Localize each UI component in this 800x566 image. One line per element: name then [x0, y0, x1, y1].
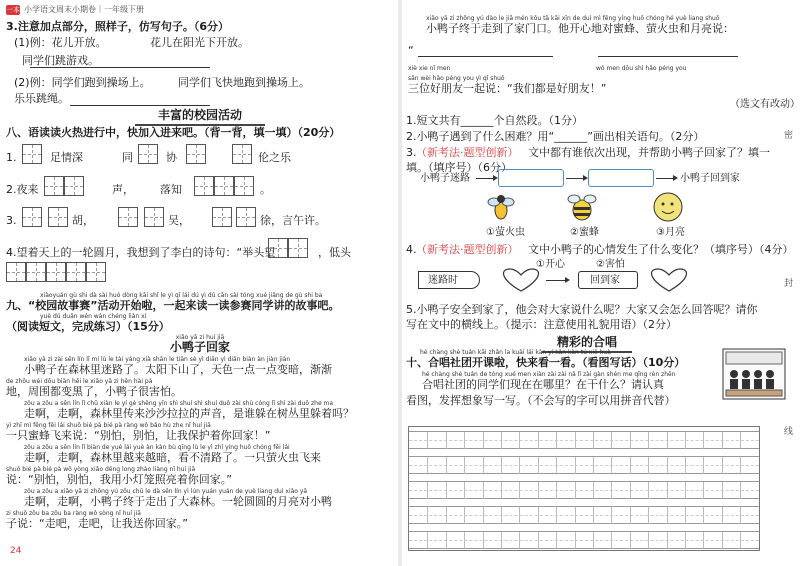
- q9-title: 九、“校园故事赛”活动开始啦，一起来读一读参赛同学讲的故事吧。: [6, 299, 340, 312]
- grid-cell[interactable]: [722, 482, 740, 499]
- grid-cell[interactable]: [446, 432, 464, 449]
- grid-cell[interactable]: [464, 532, 482, 549]
- grid-cell[interactable]: [630, 457, 648, 474]
- grid-cell[interactable]: [538, 532, 556, 549]
- p6-pinyin: shuō bié pà bié pà wǒ yòng xiǎo dēng long zhào liàng nǐ huí jiā: [6, 466, 196, 473]
- grid-cell[interactable]: [611, 482, 629, 499]
- grid-cell[interactable]: [538, 482, 556, 499]
- r-q5: 5.小鸭子安全到家了，他会对大家说什么呢？大家又会怎么回答呢？请你: [406, 303, 758, 316]
- grid-cell[interactable]: [501, 507, 519, 524]
- grid-cell[interactable]: [538, 457, 556, 474]
- grid-cell[interactable]: [593, 457, 611, 474]
- q8-l4-text: 4.望着天上的一轮圆月，我想到了李白的诗句：“举头望: [6, 246, 276, 259]
- mood-2: ②害怕: [596, 259, 625, 270]
- grid-cell[interactable]: [446, 532, 464, 549]
- grid-cell[interactable]: [667, 482, 685, 499]
- write-box[interactable]: [46, 262, 66, 282]
- story-p1: 小鸭子在森林里迷路了。太阳下山了，天色一点一点变暗，渐渐: [24, 363, 332, 376]
- option-2: ②蜜蜂: [570, 227, 599, 238]
- r-pinyin-left: xiè xie nǐ men: [408, 65, 451, 72]
- heart-icon[interactable]: [498, 267, 544, 293]
- write-box[interactable]: [144, 207, 164, 227]
- q8-l1-num: 1.: [6, 151, 17, 164]
- grid-cell[interactable]: [630, 532, 648, 549]
- grid-cell[interactable]: [519, 457, 537, 474]
- q8-l2-text: 2.夜来: [6, 183, 39, 196]
- grid-cell[interactable]: [556, 507, 574, 524]
- p7-pinyin: zǒu a zǒu a xiǎo yā zi zhōng yú zǒu chū le dà sēn lín yì lún yuán yuán de yuè liang duì xiǎo yā: [24, 488, 308, 495]
- left-page: [0, 0, 398, 566]
- q10-title: 十、合唱社团开课啦，快来看一看。（看图写话）（10分）: [406, 356, 686, 369]
- grid-row[interactable]: [409, 456, 759, 474]
- grid-cell[interactable]: [685, 482, 703, 499]
- write-box[interactable]: [64, 176, 84, 196]
- grid-cell[interactable]: [740, 507, 758, 524]
- grid-cell[interactable]: [648, 507, 666, 524]
- write-box[interactable]: [194, 176, 214, 196]
- grid-cell[interactable]: [593, 507, 611, 524]
- r-q4-text: 文中小鸭子的心情发生了什么变化？（填序号）（4分）: [528, 243, 794, 256]
- grid-row[interactable]: [409, 506, 759, 524]
- r-answer-line-2[interactable]: [598, 56, 738, 57]
- page-number: 24: [10, 546, 22, 556]
- grid-cell[interactable]: [575, 507, 593, 524]
- grid-cell[interactable]: [501, 482, 519, 499]
- grid-cell[interactable]: [501, 432, 519, 449]
- write-box[interactable]: [118, 207, 138, 227]
- mood-start: 迷路时: [428, 275, 458, 286]
- grid-cell[interactable]: [446, 457, 464, 474]
- q8-l3-text: 胡，: [72, 214, 94, 227]
- chorus-illustration-icon: [722, 348, 786, 400]
- mood-1: ①开心: [536, 259, 565, 270]
- book-title: 小学语文周末小期卷｜一年级下册: [24, 5, 144, 14]
- arrow-icon: [656, 178, 676, 179]
- grid-cell[interactable]: [483, 482, 501, 499]
- writing-grid[interactable]: [408, 426, 760, 551]
- grid-cell[interactable]: [722, 432, 740, 449]
- grid-cell[interactable]: [427, 432, 445, 449]
- write-box[interactable]: [26, 262, 46, 282]
- q10-c: 看图，发挥想象写一写。（不会写的字可以用拼音代替）: [406, 394, 676, 407]
- write-box[interactable]: [288, 238, 308, 258]
- story-p7: 走啊，走啊，小鸭子终于走出了大森林。一轮圆圆的月亮对小鸭: [24, 495, 332, 508]
- story-p8: 子说：“走吧，走吧，让我送你回家。”: [6, 517, 188, 530]
- q3-prompt-1: 同学们跳游戏。: [22, 54, 99, 67]
- q8-l3-text2: 吴，: [168, 214, 190, 227]
- write-box[interactable]: [138, 144, 158, 164]
- story-p4: 一只蜜蜂飞来说：“别怕，别怕，让我保护着你回家！”: [6, 429, 271, 442]
- grid-cell[interactable]: [740, 457, 758, 474]
- write-box[interactable]: [22, 207, 42, 227]
- write-box[interactable]: [268, 238, 288, 258]
- r-q3-num: 3.: [406, 146, 417, 159]
- r-q3-text: 文中都有谁依次出现，并帮助小鸭子回家了？填一: [528, 146, 770, 159]
- grid-cell[interactable]: [464, 507, 482, 524]
- write-box[interactable]: [66, 262, 86, 282]
- grid-cell[interactable]: [648, 482, 666, 499]
- story-p6: 说：“别怕，别怕，我用小灯笼照亮着你回家。”: [6, 473, 232, 486]
- grid-cell[interactable]: [667, 432, 685, 449]
- grid-cell[interactable]: [740, 482, 758, 499]
- grid-cell[interactable]: [703, 482, 721, 499]
- write-box[interactable]: [232, 144, 252, 164]
- source-note: （选文有改动）: [730, 99, 800, 110]
- r-quote-open: “: [408, 44, 414, 57]
- grid-cell[interactable]: [427, 482, 445, 499]
- q8-l1-text3: 协: [166, 151, 177, 164]
- r-top-pinyin: xiǎo yā zi zhōng yú dào le jiā mén kǒu tā kāi xīn de duì mì fēng yíng huǒ chóng hé yuè liang shuō: [426, 15, 720, 22]
- grid-cell[interactable]: [703, 532, 721, 549]
- grid-cell[interactable]: [464, 432, 482, 449]
- moon-icon: [652, 190, 684, 224]
- p3-pinyin: zǒu a zǒu a sēn lín lǐ chū xiàn le yí gè shēng yīn shì shuí shì shuí duǒ zài shù cóng lǐ shì zài duǒ zhe ma: [24, 400, 334, 407]
- grid-cell[interactable]: [427, 457, 445, 474]
- p2-pinyin: de zhōu wéi dōu biàn hēi le xiǎo yā zi hěn hài pà: [6, 378, 153, 385]
- write-box[interactable]: [48, 207, 68, 227]
- p5-pinyin: zǒu a zǒu a sēn lín lǐ biàn de yuè lái yuè àn kàn bù qīng lù le yì zhī yíng huǒ chóng fēi lái: [24, 444, 290, 451]
- write-box[interactable]: [212, 207, 232, 227]
- grid-cell[interactable]: [575, 457, 593, 474]
- q3-example-1: (1)例：花儿开放。: [14, 36, 107, 49]
- q8-l4-end: ，低头: [318, 246, 351, 259]
- grid-cell[interactable]: [446, 507, 464, 524]
- r-l2-text: 三位好朋友一起说：“我们都是好朋友！”: [408, 82, 607, 95]
- q8-l3-num: 3.: [6, 214, 17, 227]
- flow-box-2[interactable]: [588, 169, 654, 187]
- seal-label-2: 封: [784, 279, 794, 289]
- q8-l2-text3: 落知: [160, 183, 182, 196]
- grid-cell[interactable]: [593, 432, 611, 449]
- arrow-icon: [546, 280, 568, 281]
- q3-example-2b: 同学们飞快地跑到操场上。: [178, 76, 310, 89]
- q3-title: 3.注意加点部分，照样子，仿写句子。（6分）: [6, 20, 229, 33]
- brand-badge: 一本: [6, 6, 20, 14]
- write-box[interactable]: [234, 176, 254, 196]
- write-box[interactable]: [186, 144, 206, 164]
- grid-cell[interactable]: [648, 457, 666, 474]
- grid-cell[interactable]: [630, 507, 648, 524]
- grid-cell[interactable]: [556, 432, 574, 449]
- section-title-campus: 丰富的校园活动: [135, 106, 265, 126]
- grid-cell[interactable]: [446, 482, 464, 499]
- r-answer-line-1[interactable]: [418, 56, 553, 57]
- flow-start: 小鸭子迷路: [420, 173, 470, 184]
- q3-example-1b: 花儿在阳光下开放。: [150, 36, 249, 49]
- grid-cell[interactable]: [722, 457, 740, 474]
- grid-cell[interactable]: [722, 532, 740, 549]
- r-q4-num: 4.: [406, 243, 417, 256]
- story-p2: 地，周围都变黑了，小鸭子很害怕。: [6, 385, 182, 398]
- grid-cell[interactable]: [630, 482, 648, 499]
- grid-cell[interactable]: [611, 457, 629, 474]
- grid-cell[interactable]: [519, 532, 537, 549]
- p4-pinyin: yì zhī mì fēng fēi lái shuō bié pà bié pà ràng wǒ bǎo hù zhe nǐ huí jiā: [6, 422, 211, 429]
- q10-pinyin: hé chàng shè tuán kāi zhǎn la kuài lái kàn yí kàn kàn tú xiě huà: [420, 349, 611, 356]
- q10-b-pinyin: hé chàng shè tuán de tóng xué men xiàn zài zài nǎ lǐ zài gàn shén me qǐng rèn zhēn: [422, 371, 676, 378]
- grid-cell[interactable]: [685, 532, 703, 549]
- q9-title-2: （阅读短文，完成练习）（15分）: [6, 320, 170, 333]
- grid-cell[interactable]: [519, 482, 537, 499]
- flow-end: 小鸭子回到家: [680, 173, 740, 184]
- grid-cell[interactable]: [575, 432, 593, 449]
- grid-row[interactable]: [409, 531, 759, 549]
- grid-cell[interactable]: [593, 482, 611, 499]
- r-l2-pinyin: sān wèi hǎo péng you yì qǐ shuō: [408, 75, 505, 82]
- grid-cell[interactable]: [703, 507, 721, 524]
- arrow-icon: [566, 178, 586, 179]
- q8-l3-text3: 徐，言午许。: [260, 214, 326, 227]
- p8-pinyin: zi shuō zǒu ba zǒu ba ràng wǒ sòng nǐ huí jiā: [6, 510, 141, 517]
- q8-l1-text: 足情深: [50, 151, 83, 164]
- grid-row[interactable]: [409, 431, 759, 449]
- grid-cell[interactable]: [703, 432, 721, 449]
- q3-answer-line-1[interactable]: [30, 67, 210, 68]
- story-p3: 走啊，走啊，森林里传来沙沙拉拉的声音，是谁躲在树丛里躲着吗？: [24, 407, 354, 420]
- story-title-pinyin: xiǎo yā zi huí jiā: [175, 334, 225, 341]
- mood-end: 回到家: [590, 275, 620, 286]
- grid-cell[interactable]: [464, 482, 482, 499]
- grid-cell[interactable]: [648, 532, 666, 549]
- r-q2: 2.小鸭子遇到了什么困难？用“______”画出相关语句。（2分）: [406, 130, 705, 143]
- q9-pinyin: xiàoyuán gù shi dà sài huó dòng kāi shǐ le yì qǐ lái dú yì dú cān sài tóng xué jiǎng de gù shi ba: [40, 292, 323, 299]
- p1-pinyin: xiǎo yā zi zài sēn lín lǐ mí lù le tài yáng xià shān le tiān sè yì diǎn yì diǎn biàn àn jiàn jiàn: [24, 356, 291, 363]
- grid-row[interactable]: [409, 481, 759, 499]
- grid-cell[interactable]: [464, 457, 482, 474]
- r-q1: 1.短文共有______个自然段。（1分）: [406, 114, 583, 127]
- grid-cell[interactable]: [685, 507, 703, 524]
- write-box[interactable]: [6, 262, 26, 282]
- grid-cell[interactable]: [519, 507, 537, 524]
- r-q5b: 写在文中的横线上。（提示：注意使用礼貌用语）（2分）: [406, 318, 677, 331]
- r-top-text: 小鸭子终于走到了家门口。他开心地对蜜蜂、萤火虫和月亮说：: [426, 22, 734, 35]
- q8-l1-text4: 伦之乐: [258, 151, 291, 164]
- grid-cell[interactable]: [722, 507, 740, 524]
- grid-cell[interactable]: [556, 457, 574, 474]
- write-box[interactable]: [236, 207, 256, 227]
- grid-cell[interactable]: [703, 457, 721, 474]
- grid-cell[interactable]: [667, 457, 685, 474]
- grid-cell[interactable]: [630, 432, 648, 449]
- grid-cell[interactable]: [556, 482, 574, 499]
- option-3: ③月亮: [656, 227, 685, 238]
- bee-icon: [566, 190, 598, 224]
- seal-label-1: 密: [784, 131, 794, 141]
- section-title-chorus: 精彩的合唱: [542, 333, 632, 353]
- r-q4-tag: （新考法·题型创新）: [416, 243, 519, 256]
- grid-cell[interactable]: [483, 507, 501, 524]
- grid-cell[interactable]: [611, 532, 629, 549]
- arrow-icon: [476, 178, 496, 179]
- grid-cell[interactable]: [538, 507, 556, 524]
- heart-icon[interactable]: [646, 267, 692, 293]
- grid-cell[interactable]: [483, 532, 501, 549]
- write-box[interactable]: [44, 176, 64, 196]
- grid-cell[interactable]: [556, 532, 574, 549]
- grid-cell[interactable]: [575, 532, 593, 549]
- grid-cell[interactable]: [501, 532, 519, 549]
- firefly-icon: [486, 190, 516, 224]
- grid-cell[interactable]: [685, 457, 703, 474]
- q8-l1-text2: 同: [122, 151, 133, 164]
- seal-label-3: 线: [784, 427, 794, 437]
- grid-cell[interactable]: [740, 532, 758, 549]
- q8-l2-end: 。: [260, 183, 271, 196]
- grid-cell[interactable]: [575, 482, 593, 499]
- grid-cell[interactable]: [648, 432, 666, 449]
- grid-cell[interactable]: [740, 432, 758, 449]
- grid-cell[interactable]: [483, 432, 501, 449]
- q8-l2-text2: 声，: [112, 183, 134, 196]
- r-q3-text2: 填。（填序号）（6分）: [406, 161, 512, 174]
- write-box[interactable]: [214, 176, 234, 196]
- grid-cell[interactable]: [519, 432, 537, 449]
- grid-cell[interactable]: [427, 507, 445, 524]
- q8-title: 八、语读读火热进行中，快加入进来吧。（背一背，填一填）（20分）: [6, 126, 341, 139]
- write-box[interactable]: [86, 262, 106, 282]
- option-1: ①萤火虫: [486, 227, 525, 238]
- write-box[interactable]: [22, 144, 42, 164]
- q3-example-2: (2)例：同学们跑到操场上。: [14, 76, 151, 89]
- story-title: 小鸭子回家: [169, 340, 230, 354]
- story-p5: 走啊，走啊，森林里越来越暗，看不清路了。一只萤火虫飞来: [24, 451, 321, 464]
- grid-cell[interactable]: [501, 457, 519, 474]
- flow-box-1[interactable]: [498, 169, 564, 187]
- grid-cell[interactable]: [685, 432, 703, 449]
- q3-prompt-2: 乐乐跳绳。: [14, 92, 69, 105]
- grid-cell[interactable]: [427, 532, 445, 549]
- r-pinyin-right: wǒ men dōu shì hǎo péng you: [596, 65, 687, 72]
- grid-cell[interactable]: [611, 507, 629, 524]
- q10-b: 合唱社团的同学们现在在哪里？在干什么？请认真: [422, 378, 664, 391]
- grid-cell[interactable]: [611, 432, 629, 449]
- r-q3-tag: （新考法·题型创新）: [416, 146, 519, 159]
- grid-cell[interactable]: [667, 532, 685, 549]
- grid-cell[interactable]: [667, 507, 685, 524]
- grid-cell[interactable]: [538, 432, 556, 449]
- q9-pinyin-2: yuè dú duǎn wén wán chéng liàn xí: [40, 313, 147, 320]
- grid-cell[interactable]: [593, 532, 611, 549]
- grid-cell[interactable]: [483, 457, 501, 474]
